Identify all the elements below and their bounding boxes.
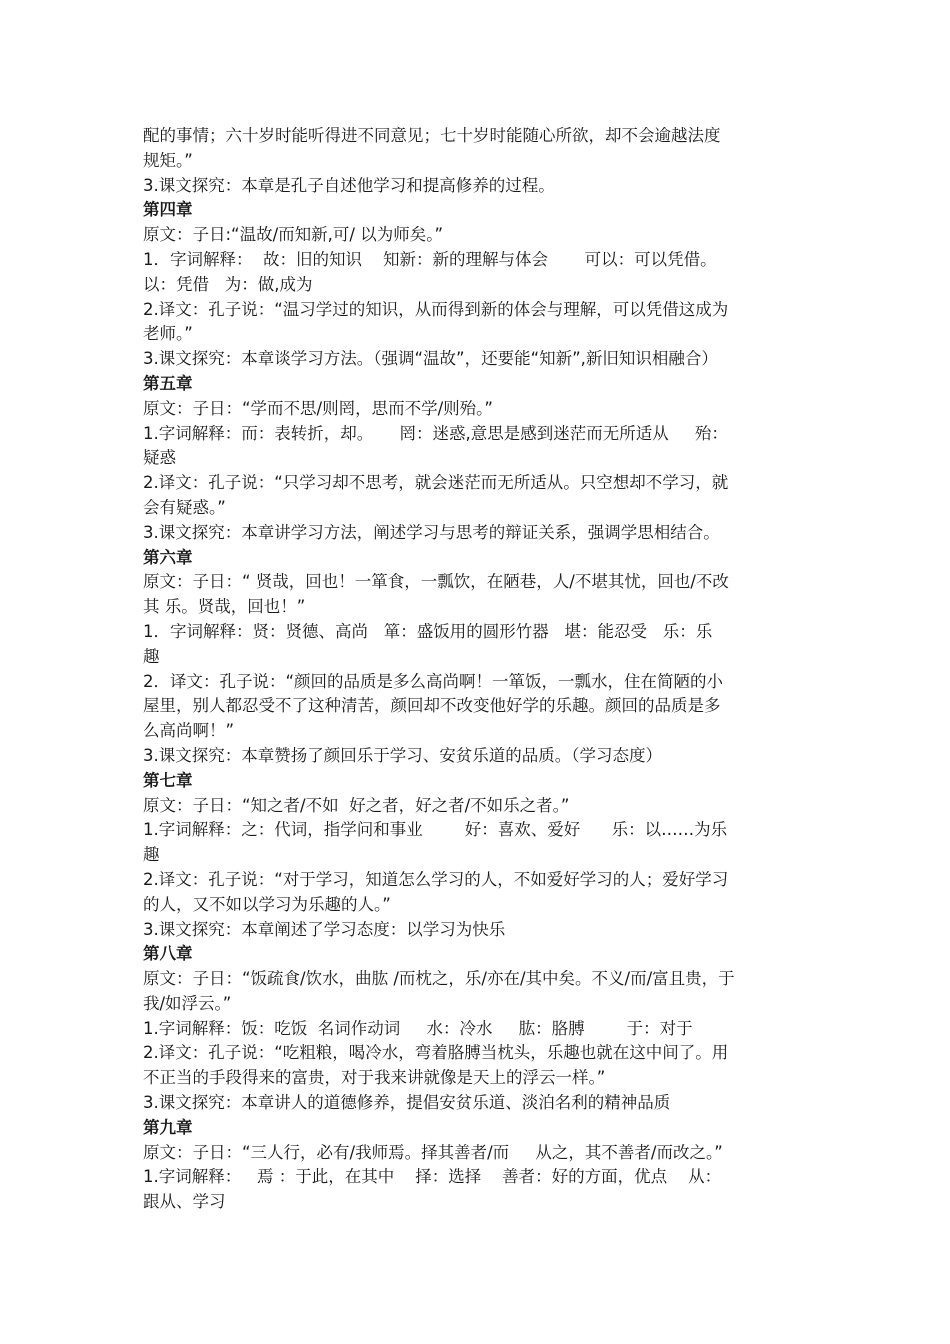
text-line: 配的事情；六十岁时能听得进不同意见；七十岁时能随心所欲，却不会逾越法度 <box>143 126 721 145</box>
text-line: 2.译文：孔子说：“温习学过的知识，从而得到新的体会与理解，可以凭借这成为 <box>143 299 729 319</box>
text-line: 规矩。” <box>143 150 193 170</box>
text-line: 原文：子日:“温故/而知新,可/ 以为师矣。” <box>143 225 444 245</box>
text-line: 趣 <box>143 646 160 666</box>
text-line: 原文：子日：“学而不思/则罔，思而不学/则殆。” <box>143 398 493 418</box>
chapter-heading: 第六章 <box>143 547 193 567</box>
text-line: 2.译文：孔子说：“对于学习，知道怎么学习的人，不如爱好学习的人；爱好学习 <box>143 869 729 889</box>
text-line: 疑惑 <box>143 448 176 468</box>
chapter-heading: 第九章 <box>143 1117 193 1137</box>
text-line: 3.课文探究：本章讲人的道德修养，提倡安贫乐道、淡泊名利的精神品质 <box>143 1093 671 1113</box>
chapter-heading: 第五章 <box>143 373 193 393</box>
text-line: 原文：子日：“ 贤哉，回也！一箪食，一瓢饮，在陋巷，人/不堪其忧，回也/不改 <box>143 572 729 592</box>
text-line: 1．字词解释： 故：旧的知识 知新：新的理解与体会 可以：可以凭借。 <box>143 249 717 269</box>
text-line: 1.字词解释：之：代词，指学问和事业 好：喜欢、爱好 乐：以……为乐 <box>143 820 728 840</box>
text-line: 老师。” <box>143 324 193 344</box>
text-line: 2.译文：孔子说：“吃粗粮，喝冷水，弯着胳膊当枕头，乐趣也就在这中间了。用 <box>143 1043 729 1063</box>
text-line: 会有疑惑。” <box>143 497 226 517</box>
text-line: 的人，又不如以学习为乐趣的人。” <box>143 894 391 914</box>
text-line: 么高尚啊！” <box>143 721 235 741</box>
text-line: 其 乐。贤哉，回也！” <box>143 597 306 617</box>
text-line: 我/如浮云。” <box>143 993 232 1013</box>
text-line: 原文：子日：“饭疏食/饮水，曲肱 /而枕之，乐/亦在/其中矣。不义/而/富且贵，于 <box>143 969 735 989</box>
text-line: 3.课文探究：本章讲学习方法，阐述学习与思考的辩证关系，强调学思相结合。 <box>143 522 720 542</box>
text-line: 不正当的手段得来的富贵，对于我来讲就像是天上的浮云一样。” <box>143 1068 606 1088</box>
text-line: 3.课文探究：本章是孔子自述他学习和提高修养的过程。 <box>143 175 555 195</box>
chapter-heading: 第八章 <box>143 944 193 964</box>
text-line: 1.字词解释：饭：吃饭 名词作动词 水：冷水 肱：胳膊 于：对于 <box>143 1018 693 1038</box>
text-line: 3.课文探究：本章阐述了学习态度：以学习为快乐 <box>143 919 506 939</box>
chapter-heading: 第七章 <box>143 770 193 790</box>
text-line: 3.课文探究：本章赞扬了颜回乐于学习、安贫乐道的品质。（学习态度） <box>143 745 662 765</box>
text-line: 2．译文：孔子说：“颜回的品质是多么高尚啊！一箪饭，一瓢水，住在简陋的小 <box>143 671 724 691</box>
text-line: 趣 <box>143 845 160 865</box>
text-line: 跟从、学习 <box>143 1192 226 1212</box>
text-line: 3.课文探究：本章谈学习方法。（强调“温故”，还要能“知新”,新旧知识相融合） <box>143 349 718 369</box>
text-line: 1.字词解释：而：表转折，却。 罔：迷惑,意思是感到迷茫而无所适从 殆： <box>143 423 728 443</box>
text-line: 原文：子日：“三人行，必有/我师焉。择其善者/而 从之，其不善者/而改之。” <box>143 1142 723 1162</box>
document-page <box>143 124 815 1215</box>
text-line: 2.译文：孔子说：“只学习却不思考，就会迷茫而无所适从。只空想却不学习，就 <box>143 473 729 493</box>
text-line: 屋里，别人都忍受不了这种清苦，颜回却不改变他好学的乐趣。颜回的品质是多 <box>143 696 721 716</box>
text-line: 原文：子日：“知之者/不如 好之者，好之者/不如乐之者。” <box>143 795 570 815</box>
chapter-heading: 第四章 <box>143 200 193 220</box>
text-line: 以：凭借 为：做,成为 <box>143 274 313 294</box>
text-line: 1.字词解释： 焉 ：于此，在其中 择：选择 善者：好的方面，优点 从： <box>143 1167 722 1187</box>
text-line: 1．字词解释：贤：贤德、高尚 箪：盛饭用的圆形竹器 堪：能忍受 乐：乐 <box>143 621 713 641</box>
